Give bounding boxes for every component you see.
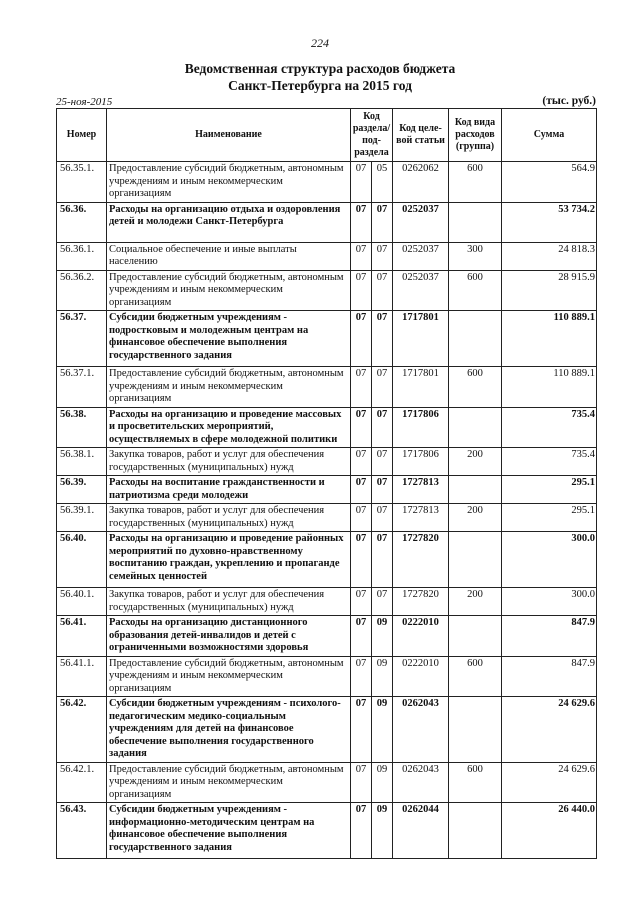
row-article: 0262044: [393, 803, 449, 859]
row-sum: 295.1: [502, 476, 597, 504]
row-subsection: 09: [372, 803, 393, 859]
row-sum: 110 889.1: [502, 367, 597, 408]
header-name: Наименование: [107, 109, 351, 162]
row-article: 1727820: [393, 588, 449, 616]
row-sum: 24 629.6: [502, 697, 597, 763]
header-expense-type: Код вида расходов (группа): [449, 109, 502, 162]
row-section: 07: [351, 476, 372, 504]
row-article: 1717801: [393, 311, 449, 367]
row-article: 0262062: [393, 162, 449, 203]
row-sum: 847.9: [502, 616, 597, 657]
row-expense-type: 200: [449, 588, 502, 616]
header-article: Код целе-вой статьи: [393, 109, 449, 162]
row-subsection: 07: [372, 504, 393, 532]
row-section: 07: [351, 504, 372, 532]
row-article: 1727813: [393, 476, 449, 504]
row-article: 1727813: [393, 504, 449, 532]
row-sum: 735.4: [502, 448, 597, 476]
row-expense-type: [449, 202, 502, 242]
row-sum: 735.4: [502, 407, 597, 448]
row-expense-type: [449, 803, 502, 859]
row-section: 07: [351, 697, 372, 763]
row-expense-type: [449, 532, 502, 588]
row-number: 56.39.: [57, 476, 107, 504]
row-name: Субсидии бюджетным учреждениям - подростковым и молодежным центрам на финансовое обеспечение выполнения государственного задания: [107, 311, 351, 367]
row-section: 07: [351, 448, 372, 476]
row-expense-type: [449, 476, 502, 504]
row-expense-type: [449, 311, 502, 367]
row-article: 0262043: [393, 697, 449, 763]
row-expense-type: [449, 616, 502, 657]
row-subsection: 07: [372, 202, 393, 242]
row-article: 0252037: [393, 270, 449, 311]
table-row: [57, 448, 597, 476]
header-sum: Сумма: [502, 109, 597, 162]
row-number: 56.43.: [57, 803, 107, 859]
row-sum: 300.0: [502, 588, 597, 616]
title-line-1: Ведомственная структура расходов бюджета: [184, 61, 456, 76]
row-article: 0262043: [393, 762, 449, 803]
row-number: 56.38.1.: [57, 448, 107, 476]
table-row: [57, 202, 597, 242]
row-expense-type: [449, 407, 502, 448]
row-sum: 847.9: [502, 656, 597, 697]
row-number: 56.37.: [57, 311, 107, 367]
units-label: (тыс. руб.): [542, 95, 596, 107]
row-name: Предоставление субсидий бюджетным, автономным учреждениям и иным некоммерческим организациям: [107, 367, 351, 408]
document-title: [0, 60, 640, 94]
row-section: 07: [351, 803, 372, 859]
row-article: 1717806: [393, 448, 449, 476]
row-name: Предоставление субсидий бюджетным, автономным учреждениям и иным некоммерческим организациям: [107, 656, 351, 697]
row-subsection: 05: [372, 162, 393, 203]
table-row: [57, 504, 597, 532]
row-section: 07: [351, 242, 372, 270]
row-number: 56.42.1.: [57, 762, 107, 803]
row-subsection: 09: [372, 762, 393, 803]
row-subsection: 09: [372, 656, 393, 697]
table-row: [57, 242, 597, 270]
row-number: 56.35.1.: [57, 162, 107, 203]
row-expense-type: 600: [449, 367, 502, 408]
row-expense-type: [449, 697, 502, 763]
header-number: Номер: [57, 109, 107, 162]
table-header-row: [57, 109, 597, 162]
row-sum: 28 915.9: [502, 270, 597, 311]
row-article: 0252037: [393, 242, 449, 270]
row-name: Закупка товаров, работ и услуг для обеспечения государственных (муниципальных) нужд: [107, 448, 351, 476]
table-row: [57, 616, 597, 657]
table-row: [57, 762, 597, 803]
row-subsection: 07: [372, 270, 393, 311]
row-name: Расходы на организацию и проведение районных мероприятий по духовно-нравственному воспитанию граждан, укреплению и пропаганде семейных ценностей: [107, 532, 351, 588]
row-subsection: 07: [372, 448, 393, 476]
row-name: Предоставление субсидий бюджетным, автономным учреждениям и иным некоммерческим организациям: [107, 762, 351, 803]
row-name: Расходы на организацию дистанционного образования детей-инвалидов и детей с ограниченными возможностями здоровья: [107, 616, 351, 657]
row-number: 56.36.: [57, 202, 107, 242]
row-sum: 24 629.6: [502, 762, 597, 803]
row-name: Субсидии бюджетным учреждениям - психолого-педагогическим медико-социальным учреждениям для детей на финансовое обеспечение выполнения государственного задания: [107, 697, 351, 763]
table-row: [57, 162, 597, 203]
row-section: 07: [351, 588, 372, 616]
table-row: [57, 367, 597, 408]
row-expense-type: 600: [449, 162, 502, 203]
budget-table: [56, 108, 597, 859]
row-sum: 300.0: [502, 532, 597, 588]
table-row: [57, 476, 597, 504]
row-expense-type: 600: [449, 270, 502, 311]
row-sum: 26 440.0: [502, 803, 597, 859]
report-date: 25-ноя-2015: [56, 96, 113, 108]
row-expense-type: 600: [449, 656, 502, 697]
row-number: 56.37.1.: [57, 367, 107, 408]
row-subsection: 07: [372, 476, 393, 504]
row-article: 0252037: [393, 202, 449, 242]
row-name: Расходы на организацию отдыха и оздоровления детей и молодежи Санкт-Петербурга: [107, 202, 351, 242]
table-row: [57, 532, 597, 588]
row-subsection: 07: [372, 367, 393, 408]
title-line-2: Санкт-Петербурга на 2015 год: [228, 78, 412, 93]
table-row: [57, 697, 597, 763]
row-section: 07: [351, 656, 372, 697]
row-name: Субсидии бюджетным учреждениям - информационно-методическим центрам на финансовое обеспечение выполнения государственного задания: [107, 803, 351, 859]
row-sum: 24 818.3: [502, 242, 597, 270]
row-number: 56.38.: [57, 407, 107, 448]
row-number: 56.36.2.: [57, 270, 107, 311]
row-section: 07: [351, 202, 372, 242]
row-subsection: 07: [372, 532, 393, 588]
row-number: 56.42.: [57, 697, 107, 763]
row-name: Предоставление субсидий бюджетным, автономным учреждениям и иным некоммерческим организациям: [107, 270, 351, 311]
row-name: Расходы на организацию и проведение массовых и просветительских мероприятий, осуществляемых в сфере молодежной политики: [107, 407, 351, 448]
row-number: 56.39.1.: [57, 504, 107, 532]
row-subsection: 07: [372, 242, 393, 270]
row-name: Расходы на воспитание гражданственности и патриотизма среди молодежи: [107, 476, 351, 504]
row-section: 07: [351, 616, 372, 657]
row-expense-type: 200: [449, 504, 502, 532]
row-section: 07: [351, 532, 372, 588]
row-name: Закупка товаров, работ и услуг для обеспечения государственных (муниципальных) нужд: [107, 504, 351, 532]
row-sum: 110 889.1: [502, 311, 597, 367]
header-section: Код раздела/ под-раздела: [351, 109, 393, 162]
table-row: [57, 588, 597, 616]
row-subsection: 09: [372, 616, 393, 657]
row-section: 07: [351, 407, 372, 448]
row-sum: 53 734.2: [502, 202, 597, 242]
table-row: [57, 270, 597, 311]
row-name: Социальное обеспечение и иные выплаты населению: [107, 242, 351, 270]
row-section: 07: [351, 270, 372, 311]
row-subsection: 07: [372, 407, 393, 448]
row-subsection: 09: [372, 697, 393, 763]
table-row: [57, 803, 597, 859]
row-number: 56.41.1.: [57, 656, 107, 697]
row-section: 07: [351, 311, 372, 367]
table-row: [57, 407, 597, 448]
row-section: 07: [351, 162, 372, 203]
row-article: 1717806: [393, 407, 449, 448]
row-sum: 295.1: [502, 504, 597, 532]
row-number: 56.36.1.: [57, 242, 107, 270]
row-expense-type: 200: [449, 448, 502, 476]
row-article: 0222010: [393, 656, 449, 697]
row-expense-type: 300: [449, 242, 502, 270]
table-row: [57, 311, 597, 367]
row-subsection: 07: [372, 311, 393, 367]
page-number: 224: [311, 36, 329, 50]
row-article: 1727820: [393, 532, 449, 588]
row-number: 56.40.1.: [57, 588, 107, 616]
row-name: Закупка товаров, работ и услуг для обеспечения государственных (муниципальных) нужд: [107, 588, 351, 616]
row-article: 0222010: [393, 616, 449, 657]
row-article: 1717801: [393, 367, 449, 408]
row-subsection: 07: [372, 588, 393, 616]
row-section: 07: [351, 762, 372, 803]
row-section: 07: [351, 367, 372, 408]
row-number: 56.41.: [57, 616, 107, 657]
row-number: 56.40.: [57, 532, 107, 588]
table-row: [57, 656, 597, 697]
row-name: Предоставление субсидий бюджетным, автономным учреждениям и иным некоммерческим организациям: [107, 162, 351, 203]
row-expense-type: 600: [449, 762, 502, 803]
row-sum: 564.9: [502, 162, 597, 203]
